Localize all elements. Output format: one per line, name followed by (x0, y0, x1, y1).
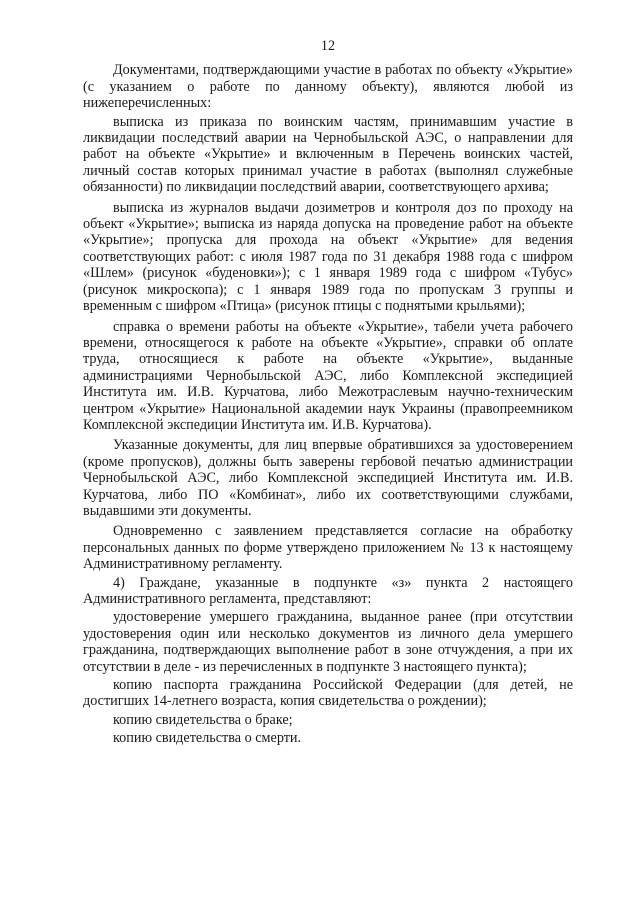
paragraph-marriage-certificate-copy: копию свидетельства о браке; (113, 711, 293, 728)
page-number: 12 (320, 38, 336, 54)
paragraph-documents-intro: Документами, подтверждающими участие в работах по объекту «Укрытие» (с указанием о работе по данному объекту), являются любой из нижеперечисленных: (83, 62, 573, 112)
paragraph-subitem-4: 4) Граждане, указанные в подпункте «з» пункта 2 настоящего Административного регламента, представляют: (83, 574, 573, 607)
paragraph-deceased-certificate: удостоверение умершего гражданина, выданное ранее (при отсутствии удостоверения один или несколько документов из личного дела умершего гражданина, подтверждающих выполнение работ в зоне отчуждения, а при их отсутствии в деле - из перечисленных в подпункте 3 настоящего пункта); (83, 609, 573, 675)
paragraph-personal-data-consent: Одновременно с заявлением представляется согласие на обработку персональных данных по форме утверждено приложением № 13 к настоящему Административному регламенту. (83, 523, 573, 573)
paragraph-passport-copy: копию паспорта гражданина Российской Федерации (для детей, не достигших 14-летнего возраста, копия свидетельства о рождении); (83, 677, 573, 710)
paragraph-death-certificate-copy: копию свидетельства о смерти. (113, 730, 302, 747)
paragraph-military-order-extract: выписка из приказа по воинским частям, принимавшим участие в ликвидации последствий аварии на Чернобыльской АЭС, о направлении для работ на объекте «Укрытие» и включенным в Перечень воинских частей, личный состав которых принимал участие в работах (выполнял служебные обязанности) по ликвидации последствий аварии, соответствующего архива; (83, 113, 573, 196)
document-page (83, 38, 573, 747)
paragraph-work-time-certificate: справка о времени работы на объекте «Укрытие», табели учета рабочего времени, относящегося к работе на объекте «Укрытие», справки об оплате труда, относящиеся к работе на объекте «Укрытие», выданные администрациями Чернобыльской АЭС, либо Комплексной экспедицией Института им. И.В. Курчатова, либо Межотраслевым научно-техническим центром «Укрытие» Национальной академии наук Украины (правопреемником Комплексной экспедиции Института им. И.В. Курчатова). (83, 318, 573, 433)
paragraph-certification-requirements: Указанные документы, для лиц впервые обратившихся за удостоверением (кроме пропусков), должны быть заверены гербовой печатью администрации Чернобыльской АЭС, либо Комплексной экспедицией Института им. И.В. Курчатова, либо ПО «Комбинат», либо их соответствующими службами, выдавшими эти документы. (83, 437, 573, 519)
paragraph-dosimeter-journal-extract: выписка из журналов выдачи дозиметров и контроля доз по проходу на объект «Укрытие»; выписка из наряда допуска на проведение работ на объекте «Укрытие»; пропуска для прохода на объект «Укрытие» для ведения соответствующих работ: с июля 1987 года по 31 декабря 1988 года с шифром «Шлем» (рисунок «буденовки»); с 1 января 1989 года с шифром «Тубус» (рисунок микроскопа); с 1 января 1989 года по пропускам 3 группы и временным с шифром «Птица» (рисунок птицы с поднятыми крыльями); (83, 199, 573, 315)
